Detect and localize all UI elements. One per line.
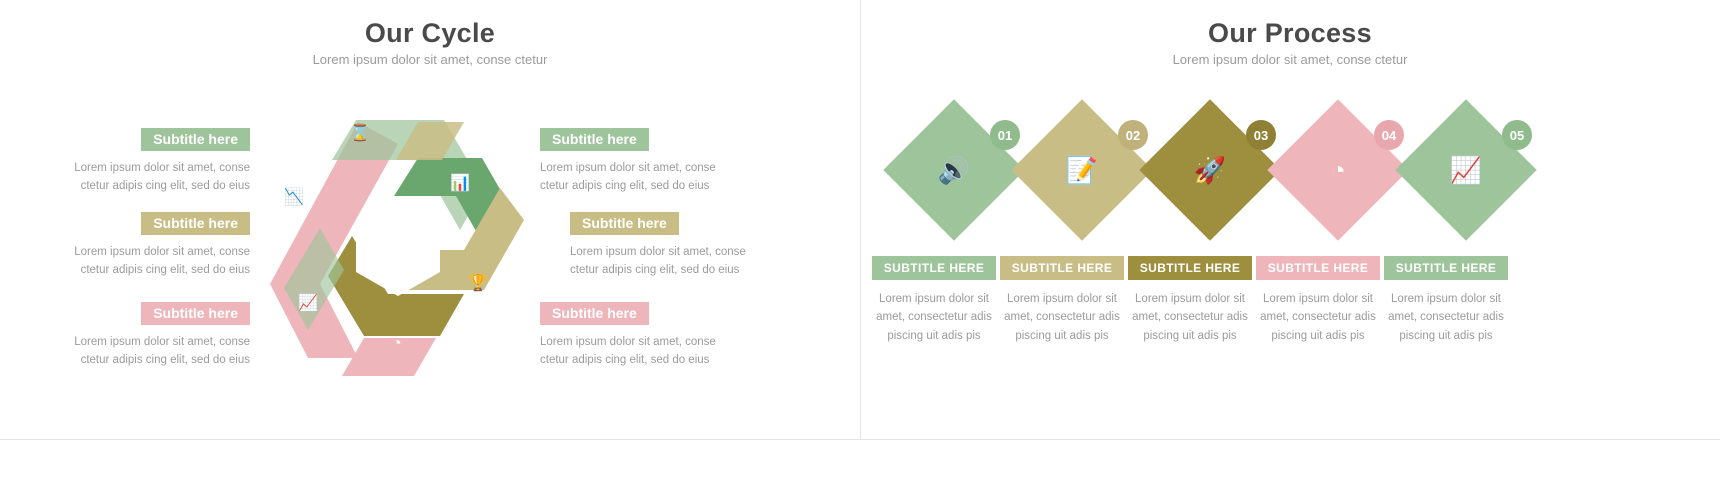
hourglass-icon: ⌛ (350, 125, 370, 142)
cycle-body-3: Lorem ipsum dolor sit amet, conse ctetur adipis cing elit, sed do eius (74, 336, 250, 366)
process-number-1: 01 (990, 120, 1020, 150)
process-body-2: Lorem ipsum dolor sit amet, consectetur adis piscing uit adis pis (1004, 293, 1120, 342)
cycle-body-1: Lorem ipsum dolor sit amet, conse ctetur adipis cing elit, sed do eius (74, 162, 250, 192)
page-title-left: Our Cycle (364, 18, 496, 48)
cycle-body-2: Lorem ipsum dolor sit amet, conse ctetur adipis cing elit, sed do eius (74, 246, 250, 276)
growth-chart-clock-icon: 📈 (1449, 154, 1483, 185)
cycle-text-block-1[interactable] (60, 128, 250, 196)
cycle-text-block-6[interactable] (540, 302, 730, 370)
document-edit-icon: 📝 (1065, 154, 1099, 185)
bar-chart-icon: 📈 (298, 295, 318, 312)
process-number-5: 05 (1502, 120, 1532, 150)
process-tag-2[interactable]: SUBTITLE HERE (1000, 256, 1124, 280)
process-diamond-5 (1408, 112, 1524, 228)
trophy-icon: 🏆 (468, 275, 488, 292)
cycle-body-5: Lorem ipsum dolor sit amet, conse ctetur adipis cing elit, sed do eius (570, 246, 746, 276)
process-number-3: 03 (1246, 120, 1276, 150)
process-body-4: Lorem ipsum dolor sit amet, consectetur adis piscing uit adis pis (1260, 293, 1376, 342)
page-subtitle-right: Lorem ipsum dolor sit amet, conse ctetur (1172, 52, 1408, 67)
bottom-divider (0, 439, 1720, 440)
cycle-body-6: Lorem ipsum dolor sit amet, conse ctetur adipis cing elit, sed do eius (540, 336, 716, 366)
growth-chart-icon: 📉 (284, 189, 304, 206)
process-diamond-2 (1024, 112, 1140, 228)
process-step-2[interactable] (1008, 112, 1156, 228)
process-body-3: Lorem ipsum dolor sit amet, consectetur adis piscing uit adis pis (1132, 293, 1248, 342)
process-step-3[interactable] (1136, 112, 1284, 228)
process-diamond-3 (1152, 112, 1268, 228)
cycle-tag-4: Subtitle here (540, 128, 649, 151)
rocket-icon: 🚀 (1193, 154, 1227, 185)
process-step-5[interactable] (1392, 112, 1540, 228)
cycle-tag-5: Subtitle here (570, 212, 679, 235)
cycle-tag-1: Subtitle here (141, 128, 250, 151)
cycle-tag-3: Subtitle here (141, 302, 250, 325)
cycle-text-block-2[interactable] (60, 212, 250, 280)
cycle-text-block-3[interactable] (60, 302, 250, 370)
process-diamond-1 (896, 112, 1012, 228)
process-tag-4[interactable]: SUBTITLE HERE (1256, 256, 1380, 280)
bar-chart-dollar-icon: 📊 (450, 175, 470, 192)
process-body-5: Lorem ipsum dolor sit amet, consectetur adis piscing uit adis pis (1388, 293, 1504, 342)
process-tag-1[interactable]: SUBTITLE HERE (872, 256, 996, 280)
process-number-2: 02 (1118, 120, 1148, 150)
pie-chart-settings-icon: ◔ (1330, 154, 1346, 185)
slide-divider (860, 0, 861, 440)
cycle-tag-2: Subtitle here (141, 212, 250, 235)
cycle-tag-6: Subtitle here (540, 302, 649, 325)
cycle-text-block-5[interactable] (570, 212, 760, 280)
cycle-hexagon-graphic[interactable] (268, 108, 528, 380)
process-diamond-4 (1280, 112, 1396, 228)
slide-our-process (860, 0, 1720, 490)
process-step-4[interactable] (1264, 112, 1412, 228)
pie-chart-icon: ◔ (392, 335, 402, 352)
process-step-1[interactable] (880, 112, 1028, 228)
page-title-right: Our Process (1208, 18, 1372, 48)
process-tag-5[interactable]: SUBTITLE HERE (1384, 256, 1508, 280)
cycle-body-4: Lorem ipsum dolor sit amet, conse ctetur adipis cing elit, sed do eius (540, 162, 716, 192)
cycle-text-block-4[interactable] (540, 128, 730, 196)
process-tag-3[interactable]: SUBTITLE HERE (1128, 256, 1252, 280)
process-number-4: 04 (1374, 120, 1404, 150)
megaphone-icon: 🔊 (937, 154, 971, 185)
page-subtitle-left: Lorem ipsum dolor sit amet, conse ctetur (312, 52, 548, 67)
cycle-svg (268, 108, 528, 380)
process-body-1: Lorem ipsum dolor sit amet, consectetur adis piscing uit adis pis (876, 293, 992, 342)
